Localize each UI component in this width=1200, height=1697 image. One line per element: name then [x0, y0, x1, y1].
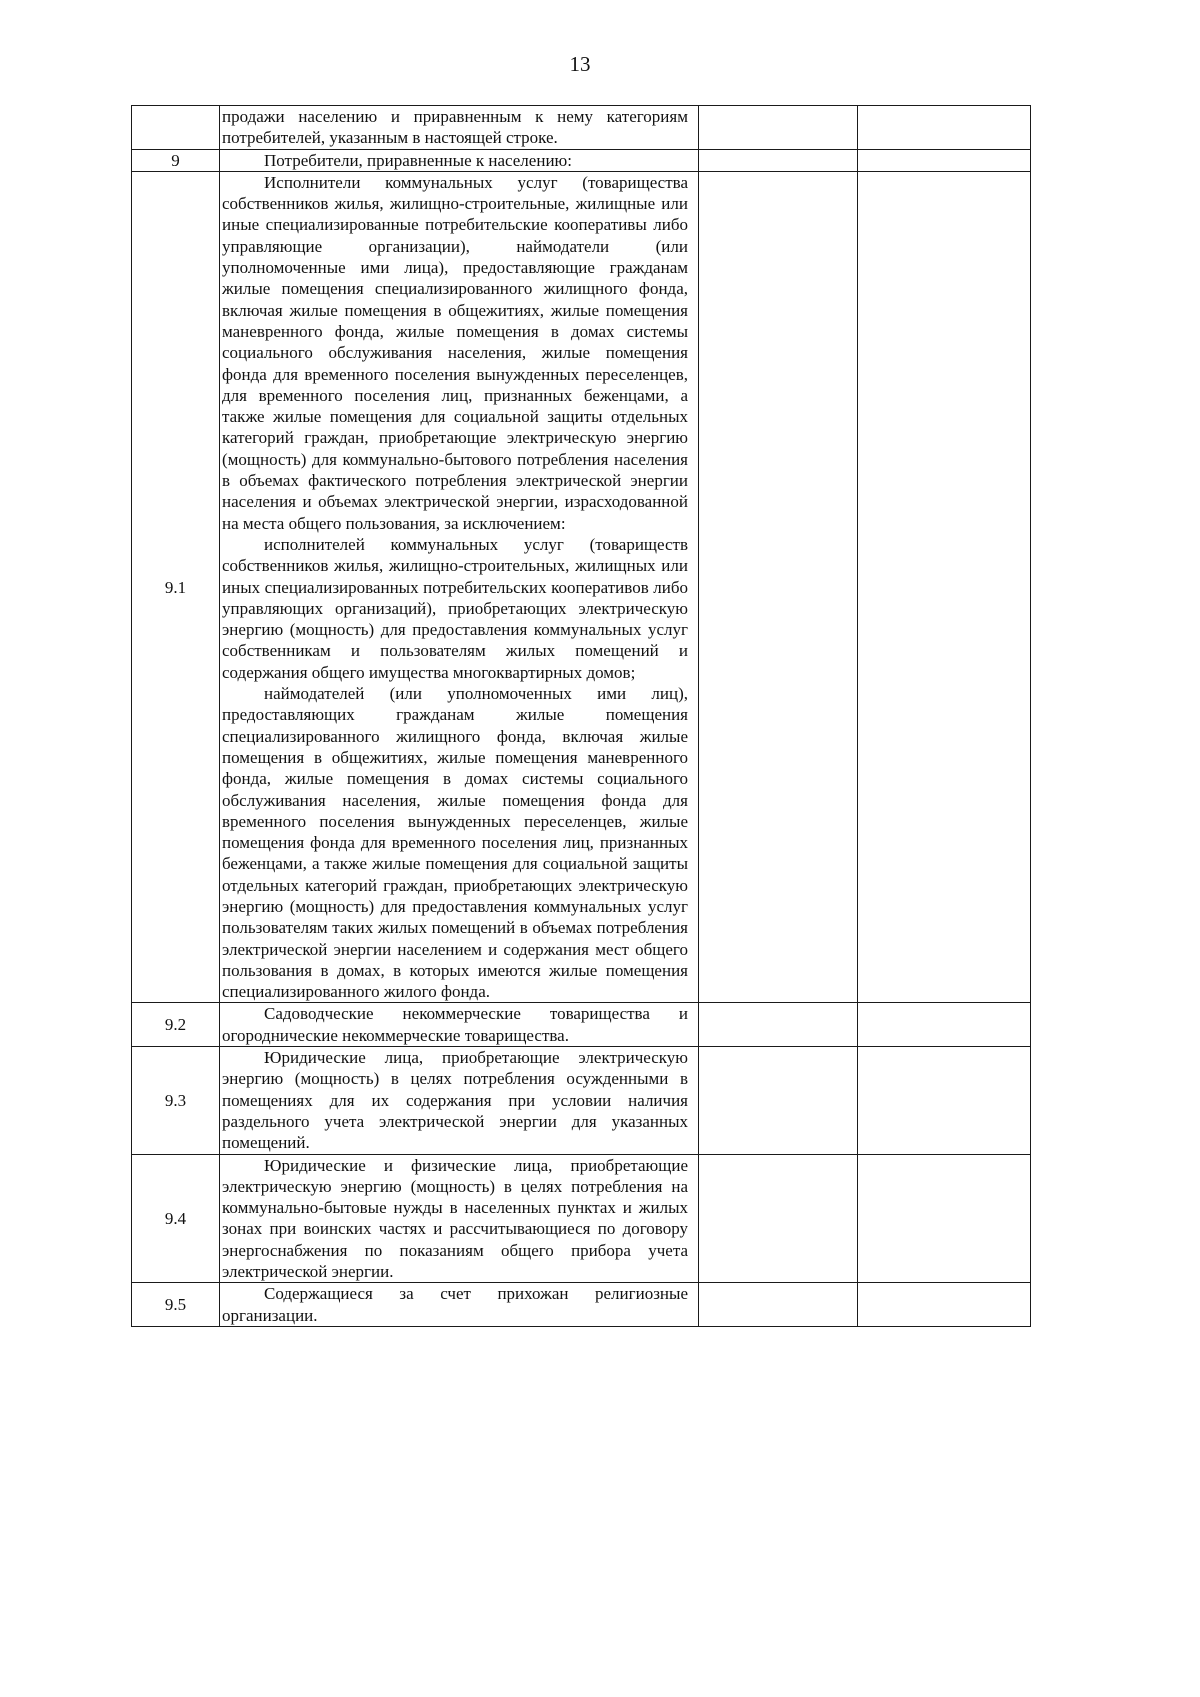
row-description: [220, 171, 699, 1003]
row-description: [220, 106, 699, 150]
value-cell: [858, 1003, 1031, 1047]
table-row: [132, 1283, 1031, 1327]
tariff-table: [131, 105, 1031, 1327]
value-cell: [858, 106, 1031, 150]
table-row: [132, 1003, 1031, 1047]
table-row: [132, 1047, 1031, 1154]
row-number: 9.5: [132, 1283, 220, 1327]
row-number: [132, 106, 220, 150]
table-row: [132, 149, 1031, 171]
value-cell: [858, 1154, 1031, 1283]
row-number: 9.1: [132, 171, 220, 1003]
value-cell: [858, 171, 1031, 1003]
table-row: [132, 1154, 1031, 1283]
value-cell: [858, 1047, 1031, 1154]
row-number: 9.2: [132, 1003, 220, 1047]
value-cell: [699, 1154, 858, 1283]
page-number: 13: [569, 52, 591, 76]
row-description: [220, 1154, 699, 1283]
value-cell: [699, 1003, 858, 1047]
row-number: 9.4: [132, 1154, 220, 1283]
description-paragraph: Юридические лица, приобретающие электрическую энергию (мощность) в целях потребления осужденными в помещениях для их содержания при условии наличия раздельного учета электрической энергии для указанных помещений.: [222, 1048, 688, 1153]
description-paragraph: Содержащиеся за счет прихожан религиозные организации.: [222, 1284, 688, 1325]
table-row: [132, 106, 1031, 150]
table-row: [132, 171, 1031, 1003]
description-paragraph: исполнителей коммунальных услуг (товариществ собственников жилья, жилищно-строительных, жилищных или иных специализированных потребительских кооперативов либо управляющих организаций), приобретающих электрическую энергию (мощность) для предоставления коммунальных услуг собственникам и пользователям жилых помещений и содержания общего имущества многоквартирных домов;: [222, 534, 688, 682]
description-paragraph: Потребители, приравненные к населению:: [264, 150, 572, 170]
row-number: 9.3: [132, 1047, 220, 1154]
description-paragraph: Исполнители коммунальных услуг (товарищества собственников жилья, жилищно-строительные, жилищные или иные специализированные потребительские кооперативы либо управляющие организации), наймодатели (или уполномоченные ими лица), предоставляющие гражданам жилые помещения специализированного жилищного фонда, включая жилые помещения в общежитиях, жилые помещения маневренного фонда, жилые помещения в домах системы социального обслуживания населения, жилые помещения фонда для временного поселения вынужденных переселенцев, для временного поселения лиц, признанных беженцами, а также жилые помещения для социальной защиты отдельных категорий граждан, приобретающие электрическую энергию (мощность) для коммунально-бытового потребления населения в объемах фактического потребления электрической энергии населения и объемах электрической энергии, израсходованной на места общего пользования, за исключением:: [222, 172, 688, 533]
value-cell: [699, 1283, 858, 1327]
value-cell: [699, 106, 858, 150]
value-cell: [858, 1283, 1031, 1327]
value-cell: [699, 171, 858, 1003]
description-paragraph: Садоводческие некоммерческие товарищества и огороднические некоммерческие товарищества.: [222, 1004, 688, 1045]
row-description: [220, 1283, 699, 1327]
description-paragraph: Юридические и физические лица, приобретающие электрическую энергию (мощность) в целях потребления на коммунально-бытовые нужды в населенных пунктах и жилых зонах при воинских частях и рассчитывающиеся по договору энергоснабжения по показаниям общего прибора учета электрической энергии.: [222, 1155, 688, 1282]
description-paragraph: наймодателей (или уполномоченных ими лиц), предоставляющих гражданам жилые помещения специализированного жилищного фонда, включая жилые помещения в общежитиях, жилые помещения маневренного фонда, жилые помещения в домах системы социального обслуживания населения, жилые помещения фонда для временного поселения вынужденных переселенцев, жилые помещения фонда для временного поселения лиц, признанных беженцами, а также жилые помещения для социальной защиты отдельных категорий граждан, приобретающих электрическую энергию (мощность) для предоставления коммунальных услуг пользователям таких жилых помещений в объемах потребления электрической энергии населением и содержания мест общего пользования в домах, в которых имеются жилые помещения специализированного жилого фонда.: [222, 684, 688, 1002]
value-cell: [699, 149, 858, 171]
row-number: 9: [132, 149, 220, 171]
row-description: [220, 149, 699, 171]
row-description: [220, 1047, 699, 1154]
value-cell: [699, 1047, 858, 1154]
value-cell: [858, 149, 1031, 171]
description-paragraph: продажи населению и приравненным к нему категориям потребителей, указанным в настоящей строке.: [222, 107, 688, 148]
row-description: [220, 1003, 699, 1047]
